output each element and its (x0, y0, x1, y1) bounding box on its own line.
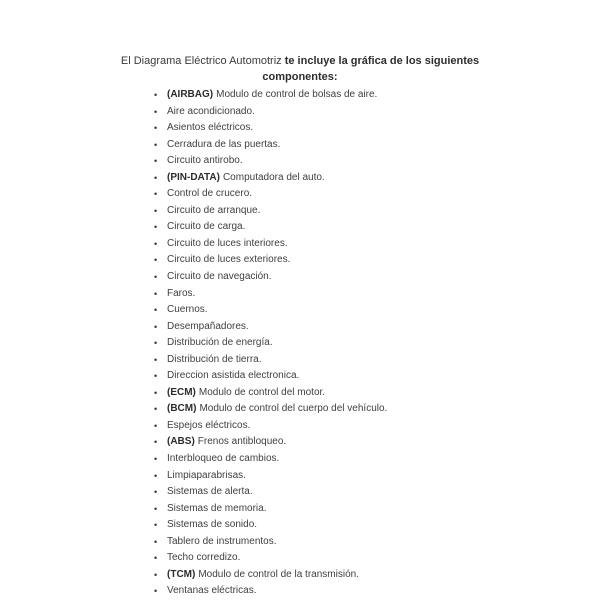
list-item (152, 368, 387, 385)
bullet-icon: • (154, 536, 158, 547)
list-item (152, 219, 387, 236)
list-item (152, 418, 387, 435)
intro-text: El Diagrama Eléctrico Automotriz (120, 55, 282, 67)
component-text: Cuernos. (167, 304, 208, 316)
bullet-icon: • (154, 205, 158, 216)
component-text: Computadora del auto. (222, 171, 325, 183)
component-text: Espejos eléctricos. (167, 419, 251, 431)
list-item (152, 451, 387, 468)
list-item (152, 269, 387, 286)
list-item (152, 302, 387, 319)
list-item (152, 468, 387, 485)
bullet-icon: • (154, 354, 158, 365)
component-text: Sistemas de alerta. (167, 486, 253, 498)
intro-paragraph (100, 53, 500, 85)
component-text: Distribución de tierra. (167, 353, 262, 365)
list-item (152, 286, 387, 303)
list-item (152, 137, 387, 154)
component-text: Techo corredizo. (167, 552, 241, 564)
bullet-icon: • (154, 404, 158, 415)
component-text: Circuito de navegación. (167, 271, 272, 283)
component-text: Cerradura de las puertas. (167, 138, 281, 150)
bullet-icon: • (154, 503, 158, 514)
bullet-icon: • (154, 139, 158, 150)
intro-bold-text: te incluye la gráfica de los siguientes componentes: (262, 55, 480, 83)
list-item (152, 517, 387, 534)
list-item (152, 335, 387, 352)
bullet-icon: • (154, 371, 158, 382)
list-item (152, 484, 387, 501)
bullet-icon: • (154, 106, 158, 117)
bullet-icon: • (154, 437, 158, 448)
list-item (152, 186, 387, 203)
bullet-icon: • (154, 123, 158, 134)
component-code: (AIRBAG) (167, 89, 214, 100)
bullet-icon: • (154, 172, 158, 183)
component-text: Circuito de arranque. (167, 204, 261, 216)
list-item (152, 567, 387, 584)
list-item (152, 534, 387, 551)
component-text: Faros. (167, 287, 196, 299)
component-text: Circuito de carga. (167, 221, 246, 233)
list-item (152, 170, 387, 187)
component-code: (TCM) (167, 568, 196, 580)
bullet-icon: • (154, 553, 158, 564)
bullet-icon: • (154, 321, 158, 332)
component-text: Asientos eléctricos. (167, 122, 254, 134)
component-text: Frenos antibloqueo. (197, 436, 287, 448)
list-item (152, 401, 387, 418)
list-item (152, 319, 387, 336)
bullet-icon: • (154, 189, 158, 200)
bullet-icon: • (154, 569, 158, 580)
bullet-icon: • (154, 454, 158, 465)
list-item (152, 385, 387, 402)
component-text: Aire acondicionado. (167, 105, 255, 117)
component-code: (BCM) (167, 403, 197, 415)
component-code: (ABS) (167, 436, 195, 448)
component-text: Limpiaparabrisas. (167, 469, 246, 481)
bullet-icon: • (154, 586, 158, 597)
component-code: (ECM) (167, 386, 196, 398)
component-text: Distribución de energía. (167, 337, 273, 349)
list-item (152, 153, 387, 170)
bullet-icon: • (154, 255, 158, 266)
list-item (152, 583, 387, 600)
list-item (152, 550, 387, 567)
list-item (152, 203, 387, 220)
list-item (152, 501, 387, 518)
bullet-icon: • (154, 288, 158, 299)
list-item (152, 104, 387, 121)
list-item (152, 87, 387, 104)
component-text: Modulo de control del cuerpo del vehículo. (199, 403, 388, 415)
component-text: Desempañadores. (167, 320, 249, 332)
component-text: Sistemas de memoria. (167, 502, 267, 514)
component-text: Ventanas eléctricas. (167, 585, 257, 597)
component-text: Modulo de control del motor. (198, 386, 326, 398)
component-text: Tablero de instrumentos. (167, 535, 277, 547)
component-code: (PIN-DATA) (167, 171, 220, 183)
bullet-icon: • (154, 420, 158, 431)
component-text: Sistemas de sonido. (167, 519, 258, 531)
bullet-icon: • (154, 156, 158, 167)
list-item (152, 252, 387, 269)
component-text: Circuito de luces interiores. (167, 237, 288, 249)
list-item (152, 236, 387, 253)
list-item (152, 434, 387, 451)
components-list (152, 87, 387, 600)
bullet-icon: • (154, 90, 158, 100)
bullet-icon: • (154, 387, 158, 398)
bullet-icon: • (154, 222, 158, 233)
component-text: Circuito antirobo. (167, 155, 243, 167)
bullet-icon: • (154, 305, 158, 316)
bullet-icon: • (154, 272, 158, 283)
component-text: Modulo de control de bolsas de aire. (216, 89, 378, 100)
list-item (152, 120, 387, 137)
bullet-icon: • (154, 470, 158, 481)
list-item (152, 352, 387, 369)
component-text: Interbloqueo de cambios. (167, 453, 280, 465)
bullet-icon: • (154, 338, 158, 349)
component-text: Modulo de control de la transmisión. (198, 568, 359, 580)
component-text: Circuito de luces exteriores. (167, 254, 291, 266)
component-text: Direccion asistida electronica. (167, 370, 300, 382)
bullet-icon: • (154, 238, 158, 249)
bullet-icon: • (154, 487, 158, 498)
bullet-icon: • (154, 520, 158, 531)
component-text: Control de crucero. (167, 188, 253, 200)
